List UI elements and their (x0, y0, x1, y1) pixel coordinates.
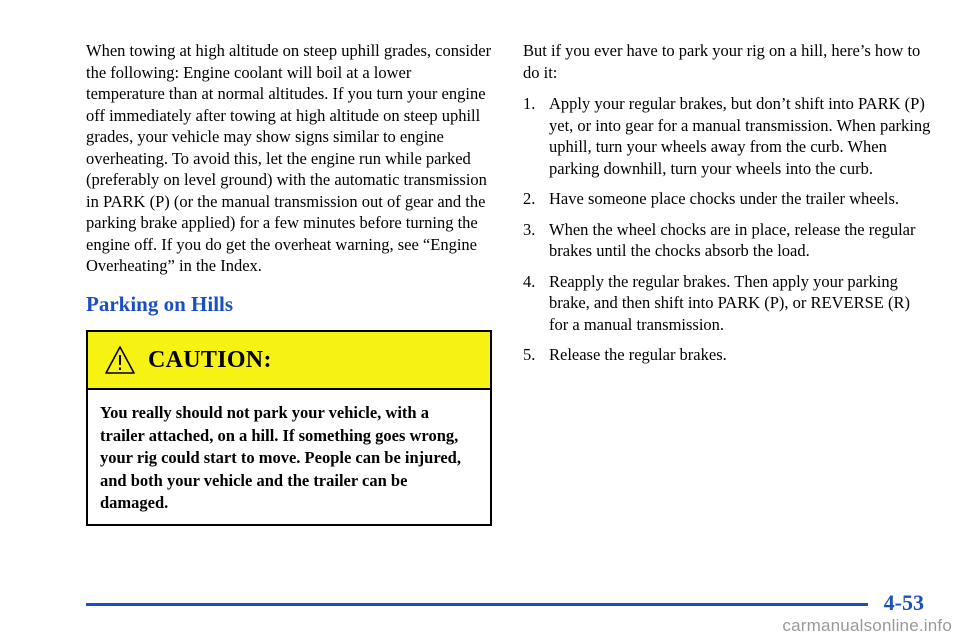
step-number: 2. (523, 189, 536, 208)
list-item (523, 344, 933, 366)
page-number: 4-53 (883, 590, 924, 615)
step-text: Reapply the regular brakes. Then apply your parking brake, and then shift into PARK (P), or REVERSE (R) for a manual transmission. (549, 271, 910, 334)
step-number: 3. (523, 219, 536, 239)
step-text: Have someone place chocks under the trailer wheels. (549, 189, 900, 208)
parking-intro: But if you ever have to park your rig on a hill, here’s how to do it: (523, 41, 921, 82)
step-text: Release the regular brakes. (549, 345, 727, 364)
watermark: carmanualsonline.info (782, 616, 952, 635)
list-item (523, 219, 933, 262)
list-item (523, 93, 933, 179)
parking-steps-list (523, 93, 933, 366)
step-number: 5. (523, 345, 536, 364)
step-text: When the wheel chocks are in place, release the regular brakes until the chocks absorb the load. (549, 219, 916, 260)
right-column (523, 40, 933, 375)
left-column (86, 40, 494, 317)
caution-box (86, 330, 492, 526)
footer-rule (86, 603, 868, 606)
step-number: 4. (523, 271, 536, 291)
warning-triangle-icon (104, 345, 136, 375)
towing-altitude-paragraph: When towing at high altitude on steep uphill grades, consider the following: Engine coolant will boil at a lower temperature than at normal altitudes. If you turn your engine off immediately after towing at high altitude on steep uphill grades, your vehicle may show signs similar to engine overheating. To avoid this, let the engine run while parked (preferably on level ground) with the automatic transmission in PARK (P) (or the manual transmission out of gear and the parking brake applied) for a few minutes before turning the engine off. If you do get the overheat warning, see “Engine Overheating” in the Index. (86, 41, 492, 275)
caution-text: You really should not park your vehicle, with a trailer attached, on a hill. If something goes wrong, your rig could start to move. People can be injured, and both your vehicle and the trailer can be damaged. (100, 403, 461, 512)
list-item (523, 271, 933, 336)
caution-title: CAUTION: (148, 346, 272, 373)
list-item (523, 188, 933, 210)
step-text: Apply your regular brakes, but don’t shift into PARK (P) yet, or into gear for a manual transmission. When parking uphill, turn your wheels away from the curb. When parking downhill, turn your wheels into the curb. (549, 94, 931, 178)
section-heading: Parking on Hills (86, 291, 234, 316)
step-number: 1. (523, 94, 536, 113)
caution-header (88, 332, 490, 390)
